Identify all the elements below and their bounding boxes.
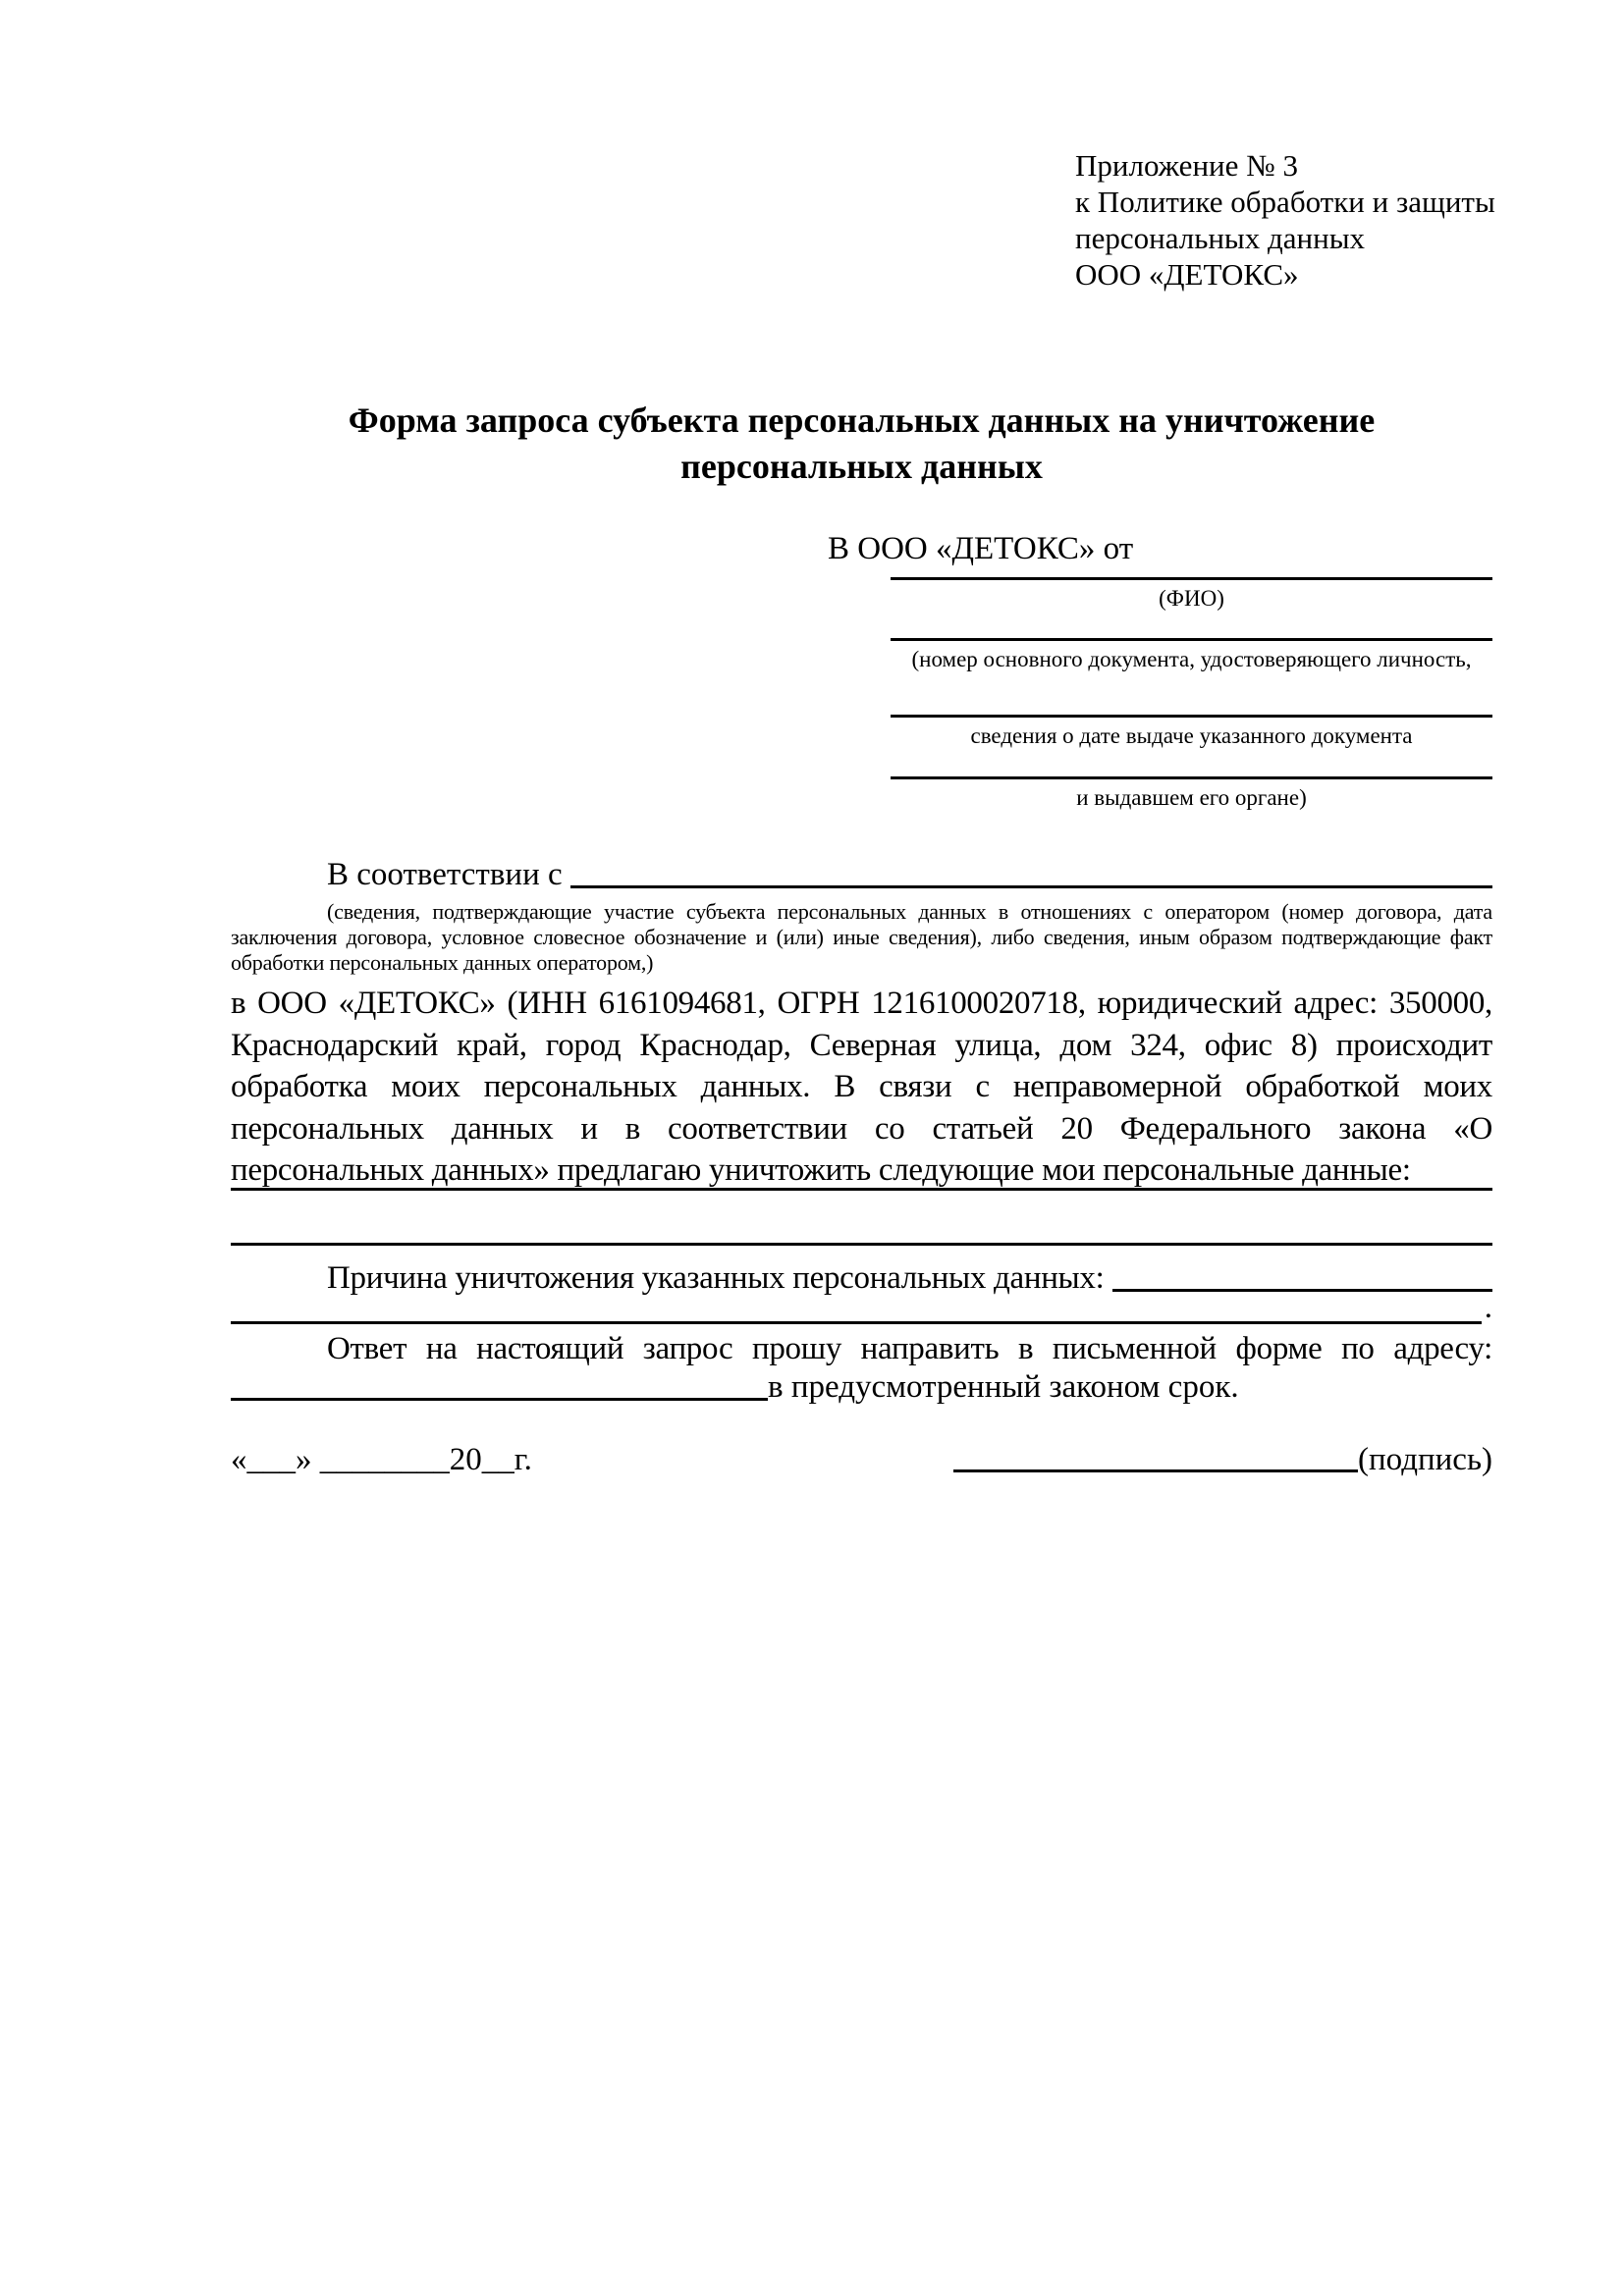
issue-date-caption: сведения о дате выдаче указанного документа [970,723,1413,748]
appendix-line-1: Приложение № 3 [1075,148,1298,183]
form-title: Форма запроса субъекта персональных данных на уничтожение персональных данных [348,400,1376,486]
document-number-caption: (номер основного документа, удостоверяющего личность, [911,647,1472,671]
personal-data-blank-line-2[interactable] [231,1243,1492,1246]
fio-blank-field[interactable] [891,577,1492,612]
date-blank-text[interactable]: «___» ________20__г. [231,1442,532,1477]
appendix-header [1075,147,1507,293]
address-blank-line[interactable] [231,1368,768,1401]
reason-continuation-row [231,1292,1492,1324]
issue-date-blank-field[interactable] [891,715,1492,749]
appendix-line-4: ООО «ДЕТОКС» [1075,257,1299,292]
answer-line-2-text: в предусмотренный законом срок. [768,1369,1239,1405]
addressee-line: В ООО «ДЕТОКС» от [828,531,1134,566]
accordance-row [231,856,1492,893]
body-paragraph: в ООО «ДЕТОКС» (ИНН 6161094681, ОГРН 1216100020718, юридический адрес: 350000, Краснодарский край, город Краснодар, Северная улица, дом 324, офис 8) происходит обработка моих персональных данных. В связи с неправомерной обработкой моих персональных данных и в соответствии со статьей 20 Федерального закона «О персональных данных» предлагаю уничтожить следующие мои персональные данные: [231,986,1492,1188]
reason-label: Причина уничтожения указанных персональных данных: [327,1260,1105,1296]
personal-data-blank-line-1[interactable] [231,1188,1492,1191]
signature-group [953,1441,1492,1478]
accordance-note: (сведения, подтверждающие участие субъекта персональных данных в отношениях с оператором (номер договора, дата заключения договора, условное словесное обозначение и (или) иные сведения), либо сведения, иным образом подтверждающие факт обработки персональных данных оператором,) [231,899,1492,975]
reason-blank-line-2[interactable] [231,1302,1482,1324]
period-text: . [1484,1290,1492,1325]
document-number-blank-field[interactable] [891,638,1492,672]
appendix-line-2: к Политике обработки и защиты [1075,185,1495,219]
accordance-lead: В соответствии с [327,857,563,892]
date-signature-row [231,1441,1492,1478]
answer-line-2-row [231,1368,1492,1406]
appendix-line-3: персональных данных [1075,221,1366,255]
issuing-authority-blank-field[interactable] [891,776,1492,811]
signature-caption: (подпись) [1358,1442,1492,1477]
issuing-authority-caption: и выдавшем его органе) [1076,785,1307,810]
accordance-blank-line[interactable] [570,856,1492,888]
reason-blank-line[interactable] [1112,1259,1492,1292]
signature-blank-line[interactable] [953,1469,1358,1472]
answer-line-1: Ответ на настоящий запрос прошу направить в письменной форме по адресу: [327,1331,1492,1366]
fio-caption: (ФИО) [1159,586,1224,611]
